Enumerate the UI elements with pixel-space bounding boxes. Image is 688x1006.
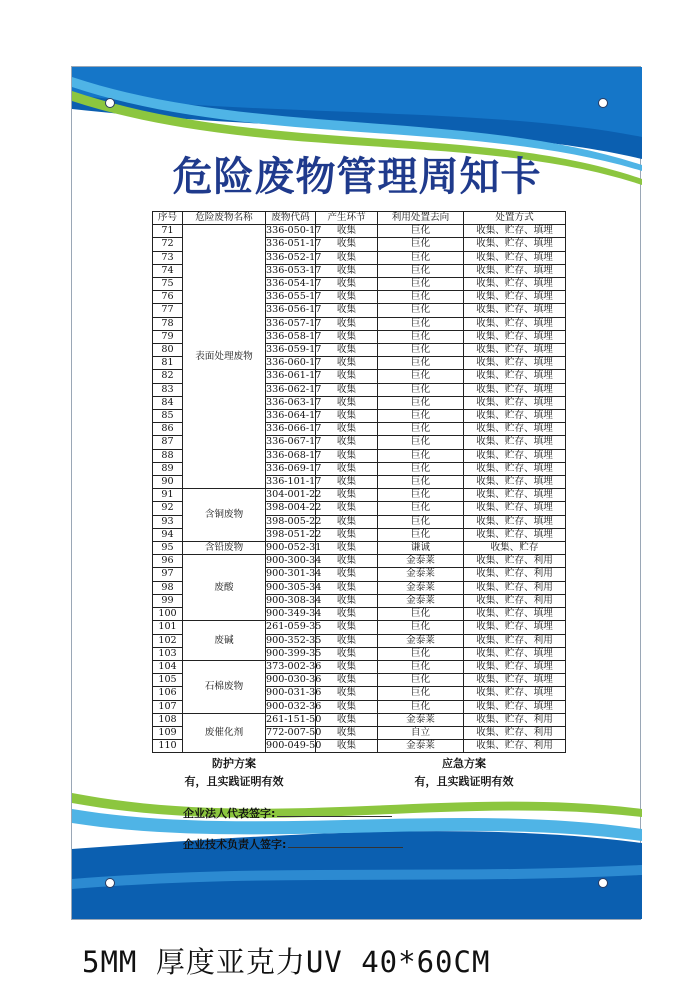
- cell-source: 收集: [316, 608, 378, 621]
- table-row: [153, 621, 566, 634]
- legal-rep-signature: [183, 805, 392, 821]
- cell-disposal-method: 收集、贮存、填埋: [464, 317, 566, 330]
- cell-seq: 78: [153, 317, 183, 330]
- cell-seq: 98: [153, 581, 183, 594]
- cell-waste-code: 900-049-50: [266, 740, 322, 752]
- page-title: 危险废物管理周知卡: [172, 154, 542, 200]
- cell-destination: 金泰莱: [378, 713, 464, 726]
- cell-seq: 90: [153, 476, 183, 489]
- cell-source: 收集: [316, 370, 378, 383]
- cell-waste-code: 336-051-17: [266, 238, 322, 250]
- table-body: [153, 225, 566, 753]
- cell-disposal-method: 收集、贮存、填埋: [464, 370, 566, 383]
- cell-destination: 金泰莱: [378, 568, 464, 581]
- cell-waste-code: 336-061-17: [266, 370, 322, 382]
- cell-disposal-method: 收集、贮存、填埋: [464, 674, 566, 687]
- cell-destination: 巨化: [378, 330, 464, 343]
- cell-source: 收集: [316, 555, 378, 568]
- cell-disposal-method: 收集、贮存、填埋: [464, 608, 566, 621]
- cell-waste-code: 336-050-17: [266, 225, 322, 237]
- cell-destination: 金泰莱: [378, 634, 464, 647]
- cell-waste-code: 398-004-22: [266, 502, 322, 514]
- cell-destination: 巨化: [378, 357, 464, 370]
- cell-destination: 金泰莱: [378, 555, 464, 568]
- cell-disposal-method: 收集、贮存、填埋: [464, 410, 566, 423]
- cell-disposal-method: 收集、贮存、填埋: [464, 423, 566, 436]
- cell-seq: 75: [153, 278, 183, 291]
- cell-destination: 巨化: [378, 436, 464, 449]
- cell-disposal-method: 收集、贮存: [464, 542, 566, 555]
- cell-disposal-method: 收集、贮存、利用: [464, 555, 566, 568]
- cell-disposal-method: 收集、贮存、填埋: [464, 396, 566, 409]
- cell-destination: 巨化: [378, 515, 464, 528]
- emergency-plan-text: 有，且实践证明有效: [414, 775, 514, 788]
- cell-waste-name: 废酸: [183, 555, 266, 621]
- cell-disposal-method: 收集、贮存、填埋: [464, 647, 566, 660]
- mounting-hole-bottom-left: [105, 878, 115, 888]
- cell-seq: 77: [153, 304, 183, 317]
- cell-seq: 87: [153, 436, 183, 449]
- cell-disposal-method: 收集、贮存、填埋: [464, 700, 566, 713]
- table-row: [153, 555, 566, 568]
- cell-seq: 94: [153, 528, 183, 541]
- cell-disposal-method: 收集、贮存、利用: [464, 740, 566, 753]
- cell-seq: 88: [153, 449, 183, 462]
- cell-waste-code: 900-399-35: [266, 647, 322, 659]
- cell-seq: 82: [153, 370, 183, 383]
- cell-destination: 巨化: [378, 238, 464, 251]
- cell-seq: 83: [153, 383, 183, 396]
- cell-source: 收集: [316, 330, 378, 343]
- cell-seq: 103: [153, 647, 183, 660]
- cell-waste-code: 373-002-36: [266, 660, 322, 672]
- cell-waste-code: 900-349-34: [266, 608, 322, 620]
- cell-disposal-method: 收集、贮存、填埋: [464, 251, 566, 264]
- cell-waste-code: 336-053-17: [266, 264, 322, 276]
- cell-destination: 巨化: [378, 660, 464, 673]
- cell-disposal-method: 收集、贮存、利用: [464, 634, 566, 647]
- table-row: [153, 225, 566, 238]
- header-source: 产生环节: [316, 212, 378, 225]
- cell-waste-code: 336-052-17: [266, 251, 322, 263]
- cell-disposal-method: 收集、贮存、填埋: [464, 238, 566, 251]
- cell-destination: 巨化: [378, 396, 464, 409]
- cell-source: 收集: [316, 594, 378, 607]
- cell-waste-name: 含铅废物: [183, 542, 266, 555]
- cell-destination: 巨化: [378, 251, 464, 264]
- legal-rep-signature-line: [277, 806, 392, 817]
- cell-seq: 102: [153, 634, 183, 647]
- cell-waste-code: 336-064-17: [266, 410, 322, 422]
- cell-waste-name: 废碱: [183, 621, 266, 661]
- header-seq: 序号: [153, 212, 183, 225]
- cell-seq: 95: [153, 542, 183, 555]
- cell-destination: 巨化: [378, 608, 464, 621]
- cell-source: 收集: [316, 317, 378, 330]
- cell-source: 收集: [316, 251, 378, 264]
- cell-waste-code: 336-054-17: [266, 278, 322, 290]
- cell-destination: 巨化: [378, 264, 464, 277]
- cell-source: 收集: [316, 740, 378, 753]
- cell-disposal-method: 收集、贮存、填埋: [464, 489, 566, 502]
- cell-source: 收集: [316, 515, 378, 528]
- cell-seq: 81: [153, 357, 183, 370]
- cell-seq: 92: [153, 502, 183, 515]
- mounting-hole-top-left: [105, 98, 115, 108]
- cell-destination: 巨化: [378, 344, 464, 357]
- cell-destination: 巨化: [378, 621, 464, 634]
- cell-disposal-method: 收集、贮存、填埋: [464, 476, 566, 489]
- protection-plan-heading: 防护方案: [212, 757, 256, 770]
- cell-waste-code: 336-055-17: [266, 291, 322, 303]
- waste-table: [152, 211, 566, 753]
- cell-waste-name: 废催化剂: [183, 713, 266, 753]
- cell-source: 收集: [316, 634, 378, 647]
- cell-destination: 谦诚: [378, 542, 464, 555]
- cell-waste-code: 900-052-31: [266, 542, 322, 554]
- mounting-hole-top-right: [598, 98, 608, 108]
- cell-waste-code: 336-066-17: [266, 423, 322, 435]
- header-disposal-method: 处置方式: [464, 212, 566, 225]
- cell-source: 收集: [316, 568, 378, 581]
- cell-source: 收集: [316, 476, 378, 489]
- cell-seq: 99: [153, 594, 183, 607]
- cell-disposal-method: 收集、贮存、利用: [464, 594, 566, 607]
- cell-source: 收集: [316, 449, 378, 462]
- cell-waste-code: 900-308-34: [266, 594, 322, 606]
- cell-source: 收集: [316, 344, 378, 357]
- cell-seq: 106: [153, 687, 183, 700]
- emergency-plan-heading: 应急方案: [442, 757, 486, 770]
- cell-seq: 93: [153, 515, 183, 528]
- protection-plan-text: 有，且实践证明有效: [184, 775, 284, 788]
- cell-waste-code: 900-305-34: [266, 581, 322, 593]
- cell-waste-code: 304-001-22: [266, 489, 322, 501]
- cell-disposal-method: 收集、贮存、填埋: [464, 660, 566, 673]
- cell-source: 收集: [316, 726, 378, 739]
- tech-lead-signature-line: [288, 837, 403, 848]
- cell-waste-code: 336-068-17: [266, 449, 322, 461]
- cell-seq: 97: [153, 568, 183, 581]
- table-header-row: [153, 212, 566, 225]
- cell-waste-code: 336-059-17: [266, 344, 322, 356]
- cell-disposal-method: 收集、贮存、填埋: [464, 330, 566, 343]
- cell-destination: 巨化: [378, 489, 464, 502]
- cell-destination: 巨化: [378, 674, 464, 687]
- mounting-hole-bottom-right: [598, 878, 608, 888]
- cell-destination: 巨化: [378, 383, 464, 396]
- cell-seq: 80: [153, 344, 183, 357]
- cell-source: 收集: [316, 291, 378, 304]
- cell-destination: 金泰莱: [378, 594, 464, 607]
- tech-lead-signature: [183, 836, 403, 852]
- cell-waste-code: 900-030-36: [266, 674, 322, 686]
- cell-seq: 108: [153, 713, 183, 726]
- cell-source: 收集: [316, 304, 378, 317]
- cell-disposal-method: 收集、贮存、填埋: [464, 462, 566, 475]
- cell-destination: 巨化: [378, 278, 464, 291]
- cell-destination: 巨化: [378, 291, 464, 304]
- cell-source: 收集: [316, 700, 378, 713]
- cell-disposal-method: 收集、贮存、填埋: [464, 344, 566, 357]
- cell-destination: 巨化: [378, 476, 464, 489]
- cell-seq: 91: [153, 489, 183, 502]
- protection-plan: [134, 755, 334, 791]
- cell-disposal-method: 收集、贮存、填埋: [464, 357, 566, 370]
- cell-destination: 巨化: [378, 687, 464, 700]
- cell-destination: 金泰莱: [378, 581, 464, 594]
- cell-waste-code: 336-063-17: [266, 396, 322, 408]
- cell-waste-code: 261-059-35: [266, 621, 322, 633]
- cell-waste-code: 336-062-17: [266, 383, 322, 395]
- cell-disposal-method: 收集、贮存、填埋: [464, 515, 566, 528]
- cell-destination: 巨化: [378, 528, 464, 541]
- cell-disposal-method: 收集、贮存、利用: [464, 713, 566, 726]
- cell-destination: 巨化: [378, 647, 464, 660]
- cell-source: 收集: [316, 278, 378, 291]
- cell-source: 收集: [316, 687, 378, 700]
- cell-source: 收集: [316, 238, 378, 251]
- cell-seq: 100: [153, 608, 183, 621]
- cell-waste-code: 336-101-17: [266, 476, 322, 488]
- cell-source: 收集: [316, 502, 378, 515]
- cell-destination: 巨化: [378, 700, 464, 713]
- cell-seq: 71: [153, 225, 183, 238]
- cell-disposal-method: 收集、贮存、填埋: [464, 621, 566, 634]
- cell-destination: 巨化: [378, 423, 464, 436]
- legal-rep-label: 企业法人代表签字:: [183, 807, 276, 820]
- cell-disposal-method: 收集、贮存、填埋: [464, 528, 566, 541]
- cell-seq: 73: [153, 251, 183, 264]
- cell-waste-code: 772-007-50: [266, 726, 322, 738]
- notice-board: [71, 66, 641, 920]
- cell-waste-code: 900-301-34: [266, 568, 322, 580]
- cell-seq: 84: [153, 396, 183, 409]
- cell-seq: 72: [153, 238, 183, 251]
- cell-source: 收集: [316, 423, 378, 436]
- cell-source: 收集: [316, 462, 378, 475]
- cell-source: 收集: [316, 581, 378, 594]
- cell-seq: 109: [153, 726, 183, 739]
- cell-source: 收集: [316, 264, 378, 277]
- table-row: [153, 660, 566, 673]
- cell-waste-code: 261-151-50: [266, 713, 322, 725]
- cell-waste-code: 900-032-36: [266, 700, 322, 712]
- emergency-plan: [364, 755, 564, 791]
- cell-seq: 79: [153, 330, 183, 343]
- cell-disposal-method: 收集、贮存、填埋: [464, 291, 566, 304]
- cell-waste-name: 表面处理废物: [183, 225, 266, 489]
- cell-source: 收集: [316, 357, 378, 370]
- cell-waste-code: 336-069-17: [266, 462, 322, 474]
- cell-source: 收集: [316, 674, 378, 687]
- table-row: [153, 713, 566, 726]
- cell-waste-code: 900-352-35: [266, 634, 322, 646]
- cell-destination: 自立: [378, 726, 464, 739]
- cell-disposal-method: 收集、贮存、填埋: [464, 225, 566, 238]
- cell-waste-code: 336-060-17: [266, 357, 322, 369]
- cell-destination: 金泰莱: [378, 740, 464, 753]
- cell-waste-code: 336-056-17: [266, 304, 322, 316]
- cell-destination: 巨化: [378, 370, 464, 383]
- cell-destination: 巨化: [378, 225, 464, 238]
- cell-disposal-method: 收集、贮存、填埋: [464, 449, 566, 462]
- cell-seq: 107: [153, 700, 183, 713]
- cell-seq: 110: [153, 740, 183, 753]
- cell-disposal-method: 收集、贮存、填埋: [464, 687, 566, 700]
- cell-destination: 巨化: [378, 449, 464, 462]
- cell-source: 收集: [316, 542, 378, 555]
- cell-seq: 86: [153, 423, 183, 436]
- cell-source: 收集: [316, 489, 378, 502]
- header-waste-code: 废物代码: [266, 212, 316, 225]
- cell-destination: 巨化: [378, 462, 464, 475]
- cell-disposal-method: 收集、贮存、填埋: [464, 502, 566, 515]
- cell-source: 收集: [316, 621, 378, 634]
- cell-disposal-method: 收集、贮存、填埋: [464, 304, 566, 317]
- cell-waste-code: 336-057-17: [266, 317, 322, 329]
- table-row: [153, 542, 566, 555]
- table-row: [153, 489, 566, 502]
- cell-seq: 101: [153, 621, 183, 634]
- cell-destination: 巨化: [378, 304, 464, 317]
- cell-source: 收集: [316, 396, 378, 409]
- cell-destination: 巨化: [378, 410, 464, 423]
- cell-source: 收集: [316, 713, 378, 726]
- cell-disposal-method: 收集、贮存、利用: [464, 568, 566, 581]
- product-caption: 5MM 厚度亚克力UV 40*60CM: [82, 945, 491, 979]
- cell-source: 收集: [316, 436, 378, 449]
- cell-disposal-method: 收集、贮存、填埋: [464, 436, 566, 449]
- cell-waste-code: 900-031-36: [266, 687, 322, 699]
- cell-seq: 96: [153, 555, 183, 568]
- cell-waste-name: 石棉废物: [183, 660, 266, 713]
- cell-waste-code: 336-067-17: [266, 436, 322, 448]
- cell-disposal-method: 收集、贮存、利用: [464, 581, 566, 594]
- cell-destination: 巨化: [378, 317, 464, 330]
- cell-disposal-method: 收集、贮存、填埋: [464, 383, 566, 396]
- cell-seq: 105: [153, 674, 183, 687]
- cell-seq: 85: [153, 410, 183, 423]
- cell-waste-code: 900-300-34: [266, 555, 322, 567]
- cell-destination: 巨化: [378, 502, 464, 515]
- cell-source: 收集: [316, 410, 378, 423]
- cell-source: 收集: [316, 225, 378, 238]
- cell-disposal-method: 收集、贮存、填埋: [464, 264, 566, 277]
- header-destination: 利用处置去向: [378, 212, 464, 225]
- cell-waste-code: 336-058-17: [266, 330, 322, 342]
- tech-lead-label: 企业技术负责人签字:: [183, 838, 287, 851]
- cell-source: 收集: [316, 660, 378, 673]
- cell-source: 收集: [316, 383, 378, 396]
- cell-source: 收集: [316, 528, 378, 541]
- cell-disposal-method: 收集、贮存、填埋: [464, 278, 566, 291]
- cell-waste-code: 398-005-22: [266, 515, 322, 527]
- cell-seq: 76: [153, 291, 183, 304]
- cell-source: 收集: [316, 647, 378, 660]
- cell-waste-code: 398-051-22: [266, 528, 322, 540]
- cell-waste-name: 含铜废物: [183, 489, 266, 542]
- cell-seq: 89: [153, 462, 183, 475]
- header-waste-name: 危险废物名称: [183, 212, 266, 225]
- cell-disposal-method: 收集、贮存、利用: [464, 726, 566, 739]
- cell-seq: 74: [153, 264, 183, 277]
- cell-seq: 104: [153, 660, 183, 673]
